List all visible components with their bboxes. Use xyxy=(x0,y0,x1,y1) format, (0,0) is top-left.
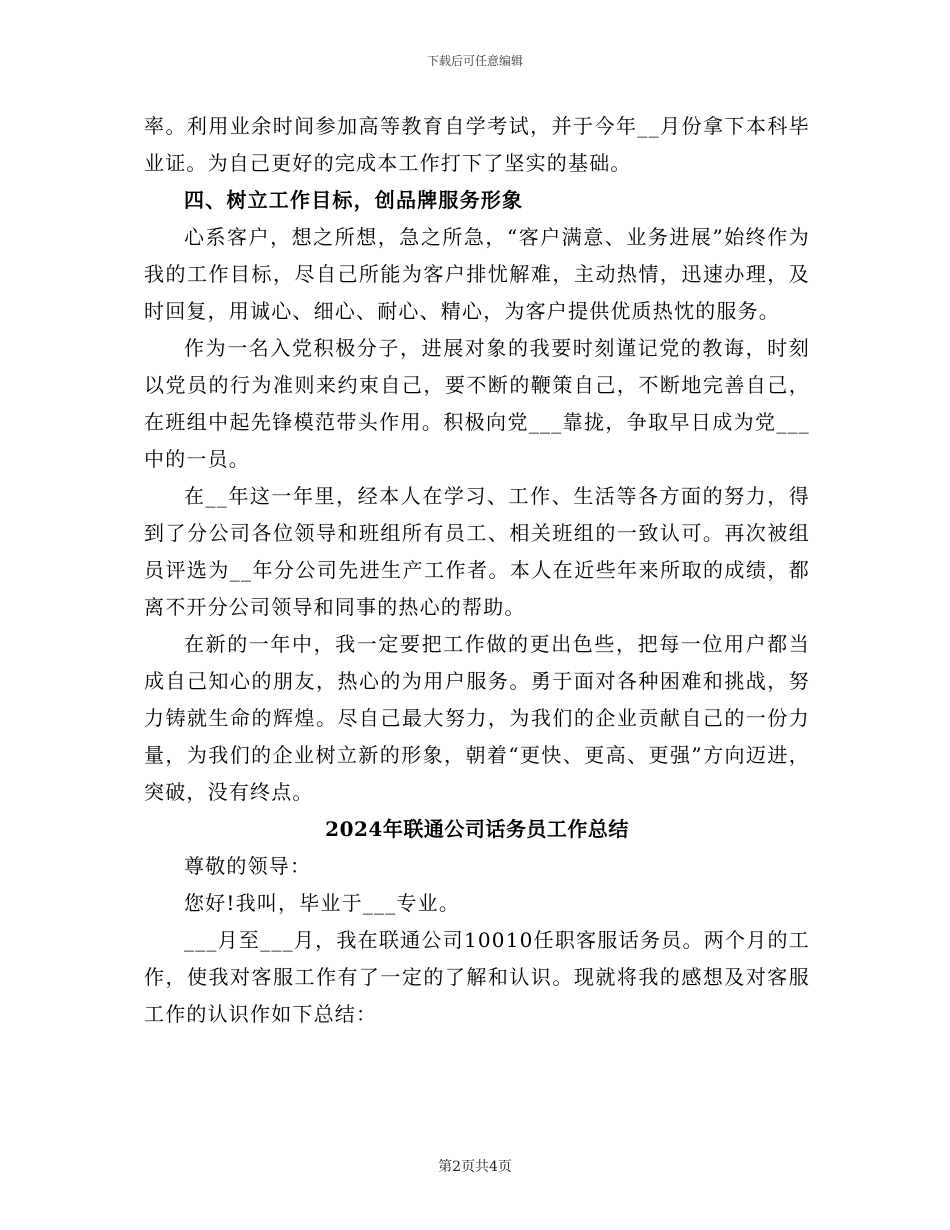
section-heading: 四、树立工作目标，创品牌服务形象 xyxy=(184,188,524,212)
paragraph: 作为一名入党积极分子，进展对象的我要时刻谨记党的教诲，时刻以党员的行为准则来约束自己，要不断的鞭策自己，不断地完善自己，在班组中起先锋模范带头作用。积极向党___靠拢，争取早日成为党___中的一员。 xyxy=(144,336,810,471)
paragraph: 您好!我叫，毕业于___专业。 xyxy=(184,891,461,915)
paragraph: 心系客户，想之所想，急之所急，“客户满意、业务进展”始终作为我的工作目标，尽自己所能为客户排忧解难，主动热情，迅速办理，及时回复，用诚心、细心、耐心、精心，为客户提供优质热忱的服务。 xyxy=(144,225,810,323)
page-number: 第2页共4页 xyxy=(438,1159,512,1175)
salutation: 尊敬的领导： xyxy=(184,854,312,878)
document-title: 2024年联通公司话务员工作总结 xyxy=(325,817,629,841)
paragraph: 在__年这一年里，经本人在学习、工作、生活等各方面的努力，得到了分公司各位领导和班组所有员工、相关班组的一致认可。再次被组员评选为__年分公司先进生产工作者。本人在近些年来所取的成绩，都离不开分公司领导和同事的热心的帮助。 xyxy=(144,484,810,619)
paragraph: ___月至___月，我在联通公司10010任职客服话务员。两个月的工作，使我对客服工作有了一定的了解和认识。现就将我的感想及对客服工作的认识作如下总结： xyxy=(144,928,810,1026)
page-header: 下载后可任意编辑 xyxy=(426,54,523,68)
paragraph-continuation: 率。利用业余时间参加高等教育自学考试，并于今年__月份拿下本科毕业证。为自己更好的完成本工作打下了坚实的基础。 xyxy=(144,114,810,175)
document-body xyxy=(144,108,810,1033)
paragraph: 在新的一年中，我一定要把工作做的更出色些，把每一位用户都当成自己知心的朋友，热心的为用户服务。勇于面对各种困难和挑战，努力铸就生命的辉煌。尽自己最大努力，为我们的企业贡献自己的一份力量，为我们的企业树立新的形象，朝着“更快、更高、更强”方向迈进，突破，没有终点。 xyxy=(144,632,810,804)
